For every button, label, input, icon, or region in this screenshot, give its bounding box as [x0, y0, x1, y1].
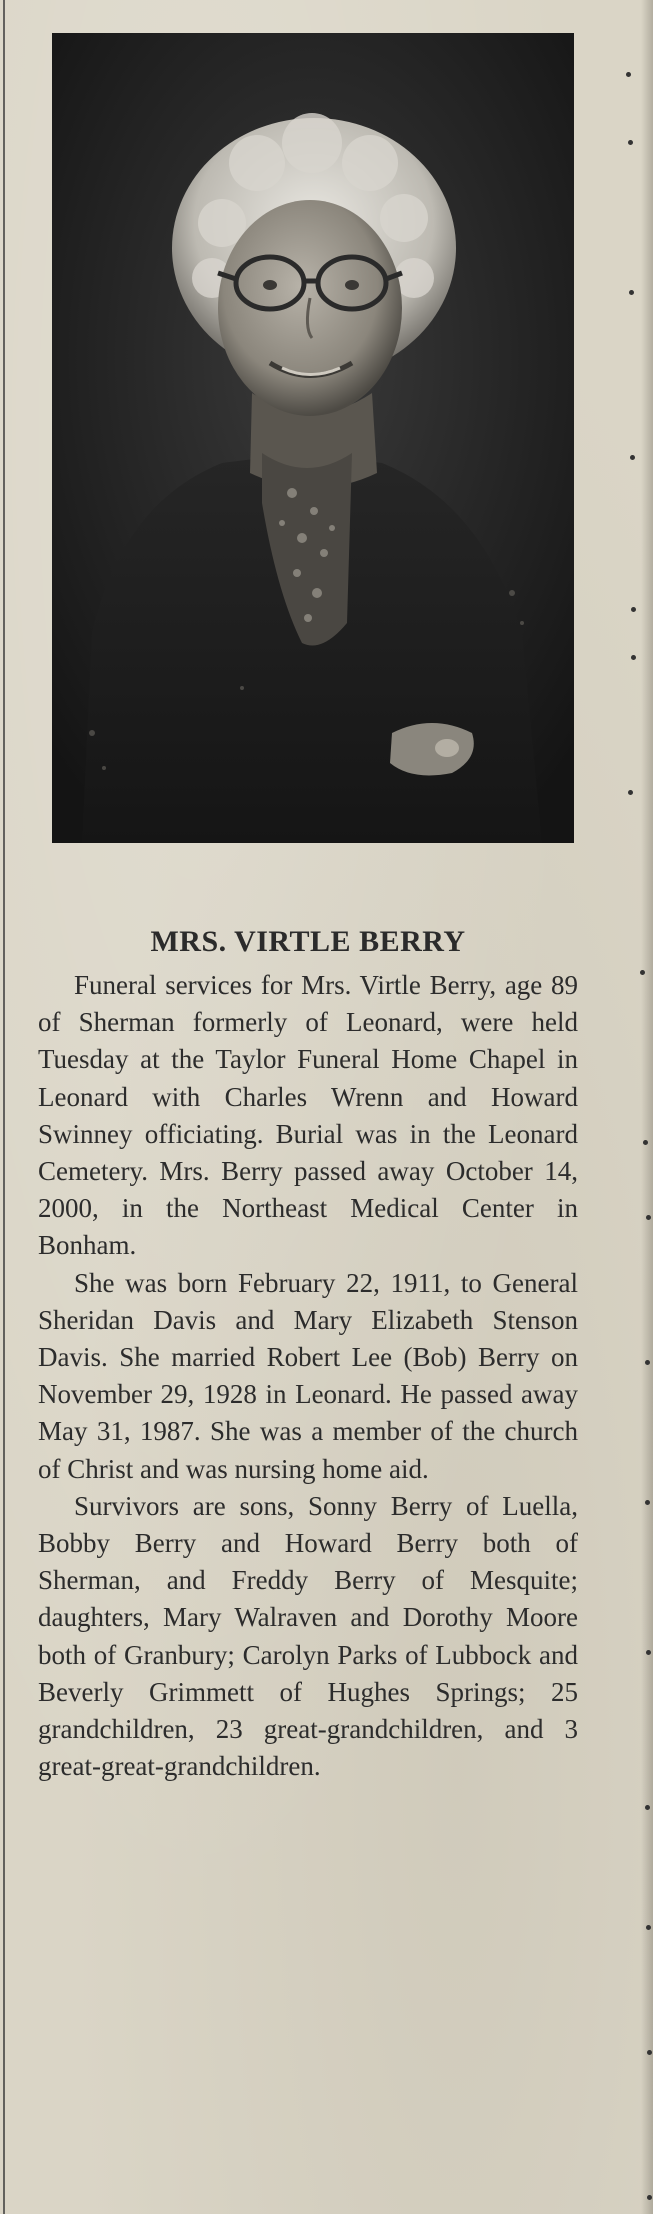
perforation-dot — [647, 2195, 652, 2200]
perforation-dot — [645, 1500, 650, 1505]
perforation-dot — [628, 790, 633, 795]
perforation-dot — [628, 140, 633, 145]
portrait-photo — [52, 33, 574, 843]
perforation-dot — [645, 1805, 650, 1810]
perforation-dot — [646, 1925, 651, 1930]
perforation-dot — [626, 72, 631, 77]
obituary-headline: MRS. VIRTLE BERRY — [150, 925, 466, 958]
perforation-dot — [646, 1650, 651, 1655]
perforation-dot — [640, 970, 645, 975]
page-edge-shadow — [641, 0, 653, 2214]
column-rule — [3, 0, 5, 2214]
perforation-dot — [647, 2050, 652, 2055]
obituary-article — [38, 925, 578, 1785]
perforation-dot — [631, 655, 636, 660]
perforation-dot — [645, 1360, 650, 1365]
obituary-paragraph-survivors: Survivors are sons, Sonny Berry of Luella, Bobby Berry and Howard Berry both of Sherman, and Freddy Berry of Mesquite; daughters, Mary Walraven and Dorothy Moore both of Granbury; Carolyn Parks of Lubbock and Beverly Grimmett of Hughes Springs; 25 grandchildren, 23 great-grandchildren, and 3 great-great-grandchildren. — [38, 1490, 578, 1782]
portrait-illustration — [52, 33, 574, 843]
perforation-dot — [631, 607, 636, 612]
perforation-dot — [629, 290, 634, 295]
perforation-dot — [630, 455, 635, 460]
obituary-paragraph-biography: She was born February 22, 1911, to General Sheridan Davis and Mary Elizabeth Stenson Davis. She married Robert Lee (Bob) Berry on November 29, 1928 in Leonard. He passed away May 31, 1987. She was a member of the church of Christ and was nursing home aid. — [38, 1267, 578, 1484]
perforation-dot — [646, 1215, 651, 1220]
perforation-dot — [643, 1140, 648, 1145]
obituary-paragraph-funeral: Funeral services for Mrs. Virtle Berry, age 89 of Sherman formerly of Leonard, were held Tuesday at the Taylor Funeral Home Chapel in Leonard with Charles Wrenn and Howard Swinney officiating. Burial was in the Leonard Cemetery. Mrs. Berry passed away October 14, 2000, in the Northeast Medical Center in Bonham. — [38, 970, 578, 1261]
